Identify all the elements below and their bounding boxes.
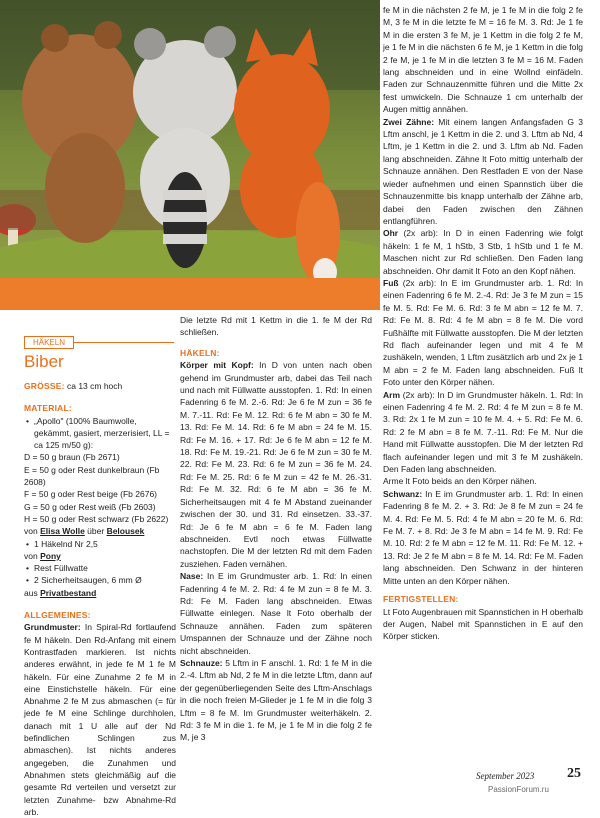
fuss-label: Fuß <box>383 277 399 288</box>
middle-column <box>180 314 372 744</box>
grundmuster-paragraph <box>24 621 176 818</box>
haekeln-heading: HÄKELN: <box>180 347 220 358</box>
ohr-paragraph <box>383 227 583 277</box>
zaehne-label: Zwei Zähne: <box>383 116 435 127</box>
hook-list <box>24 538 176 550</box>
koerper-text: In D von unten nach oben gehend im Grundmuster arb, dabei das Teil nach und nach mit Füllwatte ausstopfen. 1. Rd: In einen Fadenring 6 fe M. 2.-6. Rd: Je 6 fe M zun = 36 fe M. 7.-11. Rd: Fe M. 12. Rd: 6 fe M abn = 30 fe M. 13. Rd: Fe M. 14. Rd: 6 fe M abn = 24 fe M. 15. Rd: Fe M. 16. + 17. Rd: Je 6 fe M abn = 12 fe M. 18. Rd: Fe M. 19.-21. Rd: Je 6 fe M zun = 30 fe M. 22. Rd: Fe M. 23. Rd: 6 fe M zun = 36 fe M. 24. Rd: Fe M. 25. Rd: 6 fe M zun = 42 fe M. 26.-31. Rd: Fe M. 32. Rd: 6 fe M abn = 36 fe M. Sicherheitsaugen mit 4 fe M Abstand zueinander zwischen der 30. und 31. Rd einsetzen. 33.-37. Rd: Je 6 fe M abn = 6 fe M. Faden lang abschneiden. Evtl noch etwas Füllwatte nachstopfen. Die M der letzten Rd mit dem Faden zusziehen. Faden vernähen. <box>180 360 372 569</box>
page-number: 25 <box>567 766 581 781</box>
material-g: G = 50 g oder Rest weiß (Fb 2603) <box>24 501 156 512</box>
material-e: E = 50 g oder Rest dunkelbraun (Fb 2608) <box>24 464 160 488</box>
eyes-brand-link[interactable]: Privatbestand <box>40 587 97 598</box>
ohr-label: Ohr <box>383 228 399 239</box>
zaehne-text: Mit einem langen Anfangsfaden G 3 Lftm anschl, je 1 Kettm in die 2. und 3. Lftm ab Nd, 4 Lftm, je 1 Kettm in die 2. und 3. Lftm ab Nd. Faden lang abschneiden. Zähne lt Foto mittig unterhalb der Schnauze annähen. Den Restfaden E von der Nase wieder aufnehmen und einen Spannstich über die Schnauzenmitte bis knapp unterhalb der Zähne arb, dabei den Faden zwischen den Zähnen entlangführen. <box>383 116 583 226</box>
fuss-paragraph <box>383 277 583 389</box>
filling-item: • Rest Füllwatte <box>34 562 176 574</box>
hook-brand-link[interactable]: Pony <box>40 550 61 561</box>
section-tab: HÄKELN <box>24 336 74 349</box>
material-heading: MATERIAL: <box>24 403 72 414</box>
hook-source <box>24 550 176 562</box>
fuss-text: (2x arb): In E im Grundmuster arb. 1. Rd: In einen Fadenring 6 fe M. 2.-4. Rd: Je 3 fe M zun = 15 fe M. 5. Rd: Fe M. 6. Rd: 3 fe M abn = 12 fe M. 7. Rd: Fe M. 8. Rd: 4 fe M abn = 8 fe M. Die vord Fußhälfte mit Füllwatte ausstopfen. Die M der letzten Rd flach aufeinander legen und mit 4 fe M zushäkeln, wenden, 1 Lftm zusätzlich arb und 2x je 1 M abn = 2 fe M. Faden lang abschneiden. Fuß lt Foto unter den Körper nähen. <box>383 277 583 388</box>
yarn-source-prefix: von <box>24 526 41 537</box>
nase-paragraph <box>180 570 372 657</box>
photo-frame-strip <box>0 278 380 310</box>
arm-paragraph-2: Arme lt Foto beids an den Körper nähen. <box>383 476 537 487</box>
fertigstellen-heading: FERTIGSTELLEN: <box>383 594 459 605</box>
hook-source-prefix: von <box>24 550 41 561</box>
grundmuster-label: Grundmuster: <box>24 622 81 633</box>
mid-intro: Die letzte Rd mit 1 Kettm in die 1. fe M der Rd schließen. <box>180 315 372 338</box>
eyes-item: • 2 Sicherheitsaugen, 6 mm Ø <box>34 574 176 586</box>
zaehne-paragraph <box>383 116 583 228</box>
groesse-value: ca 13 cm hoch <box>66 381 123 391</box>
groesse-label: GRÖSSE: <box>24 381 65 391</box>
koerper-label: Körper mit Kopf: <box>180 360 254 371</box>
left-column <box>24 380 176 818</box>
schnauze-continued: fe M in die nächsten 2 fe M, je 1 fe M in die folg 2 fe M, 3 fe M in die letzte fe M = 16 fe M. 3. Rd: Je 1 fe M in die ersten 3 fe M, je 1 Kettm in die folg 2 fe M, je 1 fe M in die nächsten 6 fe M, je 1 Kettm in die folg 2 fe M, je 1 fe M in die letzten 3 fe M = 16 M. Faden lang abschneiden und in eine Wollnd einfädeln. Faden zur Schnauzenmitte führen und die Mitte 2x fest umwickeln. Die Schnauze 1 cm unterhalb der Augen mittig annähen. <box>383 5 583 115</box>
photo-illustration <box>0 0 380 305</box>
fertigstellen-text: Lt Foto Augenbrauen mit Spannstichen in H oberhalb der Augen, Nabel mit Spannstichen in E auf den Körper sticken. <box>383 606 583 642</box>
schwanz-paragraph <box>383 488 583 587</box>
schnauze-text: 5 Lftm in F anschl. 1. Rd: 1 fe M in die 2.-4. Lftm ab Nd, 2 fe M in die letzte Lftm, dann auf der gegenüberliegenden Seite des Lftm-Anschlags in die noch freien M-Glieder je 1 fe M in die folg 3 Lftm = 8 fe M. Im Grundmuster weiterhäkeln. 2. Rd: 3 fe M in die 1. fe M, je 1 fe M in die folg 2 fe M, je 3 <box>180 657 372 743</box>
yarn-brand-link[interactable]: Elisa Wolle <box>40 526 85 537</box>
grundmuster-text: In Spiral-Rd fortlaufend fe M häkeln. Den Rd-Anfang mit einem Kontrastfaden markieren. Ist nichts anderes erwähnt, in jede fe M 1 fe M häkeln. Für eine Zunahme 2 fe M in eine Einstichstelle häkeln. Für eine Abnahme 2 fe M zus abmaschen (= für jede fe M eine Schlinge durchholen, danach mit 1 U alle auf der Nd befindlichen Schlingen zus abmaschen). Ist nichts anderes angegeben, die Zunahmen und Abnahmen stets gleichmäßig auf die gesamte Rd verteilen und versetzt zur letzten Zunahme- bzw Abnahme-Rd arb. <box>24 622 176 817</box>
material-yarn: • „Apollo" (100% Baumwolle, gekämmt, gasiert, merzerisiert, LL = ca 125 m/50 g): <box>34 415 176 452</box>
section-rule <box>74 342 174 343</box>
material-d: D = 50 g braun (Fb 2671) <box>24 452 120 463</box>
material-h: H = 50 g oder Rest schwarz (Fb 2622) <box>24 513 169 524</box>
nase-text: In E im Grundmuster arb. 1. Rd: In einen Fadenring 4 fe M. 2. Rd: 4 fe M zun = 8 fe M. 3. Rd: Fe M. Faden lang abschneiden. Etwas Füllwatte einlegen. Nase lt Foto oberhalb der Schnauze annähen. Faden zum späteren Umspannen der Schnauze und der Zähne noch nicht abschneiden. <box>180 571 372 656</box>
yarn-source-mid: über <box>84 526 107 537</box>
extras-list <box>24 562 176 587</box>
schnauze-paragraph <box>180 657 372 744</box>
schnauze-label: Schnauze: <box>180 657 223 668</box>
yarn-shop-link[interactable]: Belousek <box>106 526 145 537</box>
eyes-source-prefix: aus <box>24 587 41 598</box>
yarn-source <box>24 525 176 537</box>
material-list <box>24 415 176 452</box>
arm-paragraph <box>383 389 583 476</box>
issue-date: September 2023 <box>476 771 535 781</box>
material-f: F = 50 g oder Rest beige (Fb 2676) <box>24 489 158 500</box>
eyes-source <box>24 587 176 599</box>
arm-label: Arm <box>383 389 401 400</box>
watermark: PassionForum.ru <box>488 785 549 794</box>
hook-item: • 1 Häkelnd Nr 2,5 <box>34 538 176 550</box>
hero-photo <box>0 0 380 305</box>
schwanz-label: Schwanz: <box>383 488 423 499</box>
ohr-text: (2x arb): In D in einen Fadenring wie folgt häkeln: 1 fe M, 1 hStb, 3 Stb, 1 hStb und 1 fe M. Maschen nicht zur Rd schließen. Den Faden lang abschneiden. Ohr damit lt Foto an den Kopf nähen. <box>383 228 583 276</box>
right-column <box>383 4 583 643</box>
koerper-paragraph <box>180 359 372 570</box>
page-title: Biber <box>24 352 64 371</box>
allgemeines-heading: ALLGEMEINES: <box>24 610 91 621</box>
nase-label: Nase: <box>180 571 204 582</box>
arm-text: (2x arb): In D im Grundmuster häkeln. 1. Rd: In einen Fadenring 4 fe M. 2. Rd: 4 fe M zun = 8 fe M. 3. Rd: 2x 1 fe M zun = 10 fe M. 4. + 5. Rd: Fe M. 6. Rd: 2 fe M abn = 8 fe M. 7.-11. Rd: Fe M. Nur die Hand mit Füllwatte ausstopfen. Die M der letzten Rd flach aufeinander legen und mit 3 fe M zushäkeln. Den Faden lang abschneiden. <box>383 389 583 475</box>
groesse-paragraph <box>24 380 176 392</box>
schwanz-text: In E im Grundmuster arb. 1. Rd: In einen Fadenring 8 fe M. 2. + 3. Rd: Je 8 fe M zun = 24 fe M. 4. Rd: Fe M. 5. Rd: 4 fe M abn = 20 fe M. 6. Rd: Fe M. 7. + 8. Rd: Je 3 fe M abn = 14 fe M. 9. Rd: Fe M. 10. Rd: 2 fe M abn = 12 fe M. 11. Rd: Fe M. 12. + 13. Rd: Je 2 fe M abn = 8 fe M. 14. Rd: Fe M. Faden lang abschneiden. Den Schwanz in der hinteren Mitte unten an den Körper nähen. <box>383 488 583 586</box>
